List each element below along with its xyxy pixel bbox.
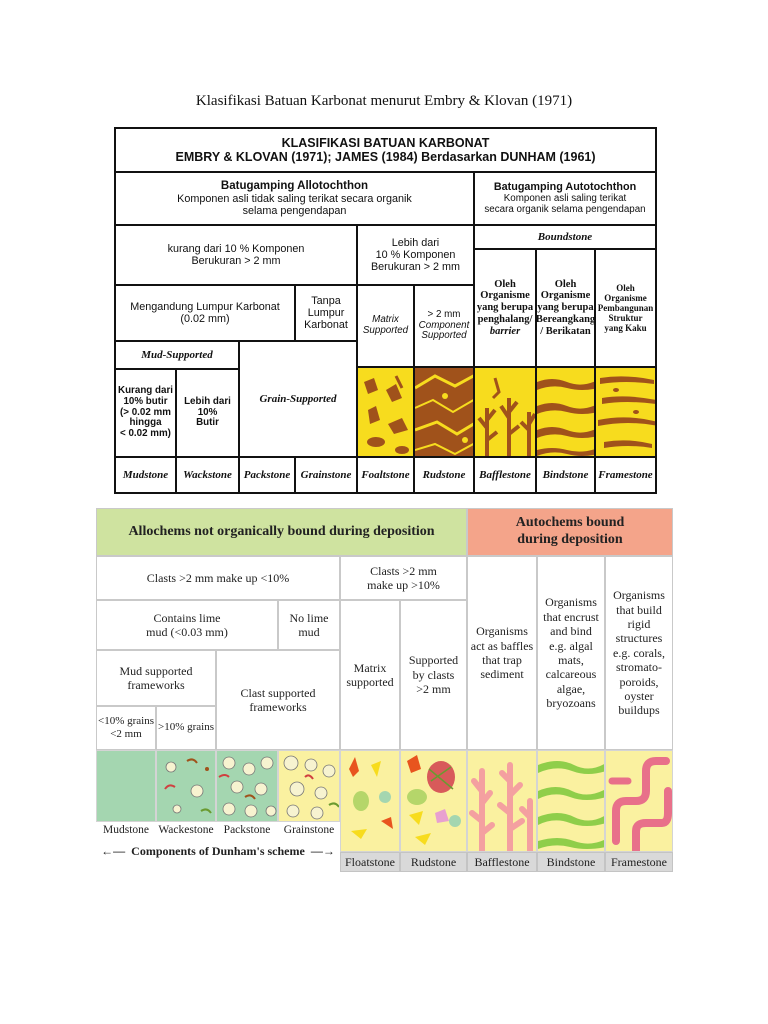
grain-supported-header bbox=[238, 340, 358, 458]
embry-rock-name: Bindstone bbox=[537, 852, 605, 872]
bafflestone-texture2 bbox=[467, 750, 537, 852]
lt10-grains bbox=[96, 706, 156, 750]
frame-line2: Organisme bbox=[604, 292, 647, 303]
grain-supported-label: Grain-Supported bbox=[259, 392, 337, 405]
clasts-gt10-line1: Clasts >2 mm bbox=[370, 563, 437, 578]
dunham-rock-name: Wackestone bbox=[158, 824, 214, 836]
matrix2-line1: Matrix bbox=[353, 660, 387, 675]
rigid-description bbox=[605, 556, 673, 750]
encrust-line4: e.g. algal bbox=[549, 638, 593, 653]
rigid-line7: poroids, bbox=[619, 674, 659, 689]
matrix-supported bbox=[340, 600, 400, 750]
baffle-header bbox=[473, 248, 537, 368]
less-than-10-header bbox=[114, 224, 358, 286]
encrust-line1: Organisms bbox=[545, 595, 597, 610]
lt10-line2: 10% butir bbox=[123, 395, 168, 407]
gt10-line1: Lebih dari bbox=[184, 395, 231, 407]
embry-rock-name: Framestone bbox=[605, 852, 673, 872]
rudstone-texture bbox=[413, 366, 475, 458]
floatstone-texture bbox=[356, 366, 415, 458]
baffle2-line1: Organisms bbox=[476, 624, 528, 639]
allo-title: Batugamping Allotochthon bbox=[220, 179, 369, 192]
mud-fw-line2: frameworks bbox=[127, 678, 185, 692]
no-mud-line2: Lumpur bbox=[307, 306, 345, 319]
title-line2: EMBRY & KLOVAN (1971); JAMES (1984) Berdasarkan DUNHAM (1961) bbox=[175, 150, 596, 164]
clasts-lt10: Clasts >2 mm make up <10% bbox=[96, 556, 340, 600]
clast-fw-line1: Clast supported bbox=[240, 685, 316, 700]
auto-desc1: Komponen asli saling terikat bbox=[503, 192, 627, 204]
mud-supported-label: Mud-Supported bbox=[141, 348, 213, 361]
bafflestone-texture bbox=[473, 366, 537, 458]
lime-mud-header bbox=[114, 284, 296, 342]
lt10-line4: hingga bbox=[129, 417, 162, 429]
rigid-line9: buildups bbox=[618, 703, 660, 718]
bind-line4: Bereangkang bbox=[535, 313, 596, 325]
clast-supported bbox=[400, 600, 467, 750]
mud-supported-header bbox=[114, 340, 240, 370]
rigid-line8: oyster bbox=[624, 688, 654, 703]
lt10-line3: (> 0.02 mm bbox=[120, 406, 171, 418]
title-line1: KLASIFIKASI BATUAN KARBONAT bbox=[281, 136, 490, 150]
mud-supported-frameworks bbox=[96, 650, 216, 706]
bind-line5: / Berikatan bbox=[540, 325, 591, 337]
rigid-line3: rigid bbox=[627, 617, 651, 632]
left-arrow-icon: ←— bbox=[101, 843, 126, 858]
no-lime-line2: mud bbox=[298, 625, 320, 639]
framestone2-art bbox=[606, 751, 673, 852]
grainstone-art bbox=[279, 751, 340, 822]
dunham-rock-name: Grainstone bbox=[283, 824, 335, 836]
floatstone-texture2 bbox=[340, 750, 400, 852]
matrix-supported-header bbox=[356, 284, 415, 368]
bindstone-texture bbox=[535, 366, 596, 458]
frame-line1: Oleh bbox=[616, 282, 635, 293]
no-mud-line1: Tanpa bbox=[311, 294, 341, 307]
wackestone-texture2 bbox=[156, 750, 216, 822]
frame-header bbox=[594, 248, 657, 368]
lt10-line5: < 0.02 mm) bbox=[120, 428, 171, 440]
contains-lime-line1: Contains lime bbox=[153, 610, 221, 625]
table1-name-cell bbox=[535, 456, 596, 494]
encrust-line5: mats, bbox=[558, 653, 584, 667]
lt10-grain-header bbox=[114, 368, 177, 458]
dunham-rock-name: Packstone bbox=[223, 824, 271, 836]
boundstone-header bbox=[473, 224, 657, 250]
component-line2: Component bbox=[418, 319, 470, 331]
frame-line5: yang Kaku bbox=[604, 323, 647, 334]
contains-lime-line2: mud (<0.03 mm) bbox=[146, 625, 228, 639]
framestone-texture bbox=[594, 366, 657, 458]
lt10-grains-line2: <2 mm bbox=[110, 728, 142, 740]
allochems-header: Allochems not organically bound during deposition bbox=[96, 508, 467, 556]
encrust-line8: bryozoans bbox=[546, 696, 596, 711]
dunham-components-label bbox=[96, 842, 340, 860]
rigid-line1: Organisms bbox=[613, 588, 665, 603]
encrust-description bbox=[537, 556, 605, 750]
table1-name-cell bbox=[175, 456, 240, 494]
rock-name: Wackstone bbox=[183, 468, 232, 481]
baffle-line4: penghalang/ bbox=[477, 313, 533, 325]
mudstone-texture2 bbox=[96, 750, 156, 822]
baffle2-line4: sediment bbox=[480, 667, 524, 682]
rudstone-texture-art bbox=[415, 368, 475, 458]
baffle-description bbox=[467, 556, 537, 750]
baffle-line3: yang berupa bbox=[476, 302, 534, 314]
table1-name-cell bbox=[473, 456, 537, 494]
frame-line3: Pembangunan bbox=[597, 302, 654, 313]
rock-name: Mudstone bbox=[122, 468, 169, 481]
baffle2-line3: that trap bbox=[482, 653, 522, 667]
wackestone-art bbox=[157, 751, 216, 822]
matrix-line1: Matrix bbox=[372, 314, 399, 326]
boundstone-label: Boundstone bbox=[537, 230, 593, 243]
gt10-line2: 10% bbox=[197, 406, 218, 418]
rock-name: Framestone bbox=[598, 468, 653, 481]
table1-name-cell bbox=[238, 456, 296, 494]
bind-line2: Organisme bbox=[540, 290, 591, 302]
contains-lime-mud bbox=[96, 600, 278, 650]
rock-name: Foaltstone bbox=[361, 468, 410, 481]
no-lime-mud bbox=[278, 600, 340, 650]
autochems-header bbox=[467, 508, 673, 556]
table1-name-cell bbox=[594, 456, 657, 494]
less10-line1: kurang dari 10 % Komponen bbox=[167, 242, 305, 255]
encrust-line2: that encrust bbox=[543, 609, 599, 624]
auto-title: Batugamping Autotochthon bbox=[493, 181, 637, 194]
clasts-gt10 bbox=[340, 556, 467, 600]
bafflestone-texture-art bbox=[475, 368, 537, 458]
allochthon-header bbox=[114, 171, 475, 226]
framestone-texture-art bbox=[596, 368, 657, 458]
rudstone-texture2 bbox=[400, 750, 467, 852]
lime-mud-line2: (0.02 mm) bbox=[180, 313, 230, 325]
baffle-line1: Oleh bbox=[494, 278, 516, 290]
dunham-rock-name: Mudstone bbox=[103, 824, 149, 836]
rock-name: Packstone bbox=[243, 468, 291, 481]
no-mud-header bbox=[294, 284, 358, 342]
table1-name-cell bbox=[413, 456, 475, 494]
packstone-art bbox=[217, 751, 278, 822]
component-line3: Supported bbox=[421, 330, 467, 342]
gt10-line3: Butir bbox=[196, 417, 219, 429]
embry-rock-name: Bafflestone bbox=[467, 852, 537, 872]
bind-header bbox=[535, 248, 596, 368]
rigid-line5: e.g. corals, bbox=[613, 645, 665, 660]
autochems-line2: during deposition bbox=[517, 532, 623, 547]
floatstone-texture-art bbox=[358, 368, 415, 458]
bind-line3: yang berupa bbox=[537, 302, 594, 314]
no-lime-line1: No lime bbox=[289, 610, 329, 625]
more10-line3: Berukuran > 2 mm bbox=[370, 261, 461, 274]
clast-supp-line2: by clasts bbox=[412, 667, 455, 682]
rock-name: Bafflestone bbox=[479, 468, 531, 481]
encrust-line6: calcareous bbox=[545, 667, 597, 682]
lime-mud-line1: Mengandung Lumpur Karbonat bbox=[130, 300, 280, 313]
gt10-grain-header bbox=[175, 368, 240, 458]
rigid-line4: structures bbox=[615, 631, 663, 646]
grainstone-texture2 bbox=[278, 750, 340, 822]
lt10-line1: Kurang dari bbox=[118, 384, 173, 396]
bafflestone2-art bbox=[468, 751, 537, 852]
dunham-label-text: Components of Dunham's scheme bbox=[131, 843, 305, 858]
clast-supp-line1: Supported bbox=[408, 653, 459, 668]
bindstone-texture-art bbox=[537, 368, 596, 458]
bind-line1: Oleh bbox=[554, 278, 577, 290]
lt10-grains-line1: <10% grains bbox=[98, 714, 154, 727]
bindstone-texture2 bbox=[537, 750, 605, 852]
frame-line4: Struktur bbox=[608, 313, 643, 324]
no-mud-line3: Karbonat bbox=[304, 319, 348, 332]
table1-name-cell bbox=[114, 456, 177, 494]
autochems-line1: Autochems bound bbox=[515, 515, 625, 531]
encrust-line3: and bind bbox=[550, 624, 592, 639]
more-than-10-header bbox=[356, 224, 475, 286]
allo-desc2: selama pengendapan bbox=[242, 204, 347, 217]
auto-desc2: secara organik selama pengendapan bbox=[484, 203, 646, 215]
component-supported-header bbox=[413, 284, 475, 368]
gt10-grains: >10% grains bbox=[156, 706, 216, 750]
encrust-line7: algae, bbox=[556, 681, 586, 696]
more10-line1: Lebih dari bbox=[391, 236, 440, 249]
packstone-texture2 bbox=[216, 750, 278, 822]
rock-name: Grainstone bbox=[300, 468, 352, 481]
matrix-line2: Supported bbox=[362, 325, 409, 336]
clast-supp-line3: >2 mm bbox=[416, 682, 451, 697]
rock-name: Rudstone bbox=[422, 468, 466, 481]
clast-fw-line2: frameworks bbox=[249, 700, 307, 714]
mud-fw-line1: Mud supported bbox=[119, 663, 193, 678]
figure-caption: Klasifikasi Batuan Karbonat menurut Embry & Klovan (1971) bbox=[195, 93, 573, 109]
clast-supported-frameworks bbox=[216, 650, 340, 750]
baffle-line2: Organisme bbox=[480, 290, 530, 302]
rudstone2-art bbox=[401, 751, 467, 852]
floatstone2-art bbox=[341, 751, 400, 852]
bindstone2-art bbox=[538, 751, 605, 852]
more10-line2: 10 % Komponen bbox=[375, 248, 456, 261]
allo-desc1: Komponen asli tidak saling terikat secara organik bbox=[177, 192, 412, 205]
table1-title bbox=[114, 127, 657, 173]
rigid-line6: stromato- bbox=[616, 660, 662, 675]
framestone-texture2 bbox=[605, 750, 673, 852]
embry-rock-name: Rudstone bbox=[400, 852, 467, 872]
baffle-line5: barrier bbox=[489, 325, 521, 337]
autochthon-header bbox=[473, 171, 657, 226]
less10-line2: Berukuran > 2 mm bbox=[191, 255, 281, 267]
embry-rock-name: Floatstone bbox=[340, 852, 400, 872]
matrix2-line2: supported bbox=[346, 675, 394, 689]
component-line1: > 2 mm bbox=[427, 308, 461, 320]
rigid-line2: that build bbox=[616, 602, 662, 617]
right-arrow-icon: —→ bbox=[310, 843, 335, 858]
clasts-gt10-line2: make up >10% bbox=[367, 578, 440, 592]
table1-name-cell bbox=[294, 456, 358, 494]
baffle2-line2: act as baffles bbox=[470, 638, 534, 653]
table1-name-cell bbox=[356, 456, 415, 494]
rock-name: Bindstone bbox=[542, 468, 589, 481]
